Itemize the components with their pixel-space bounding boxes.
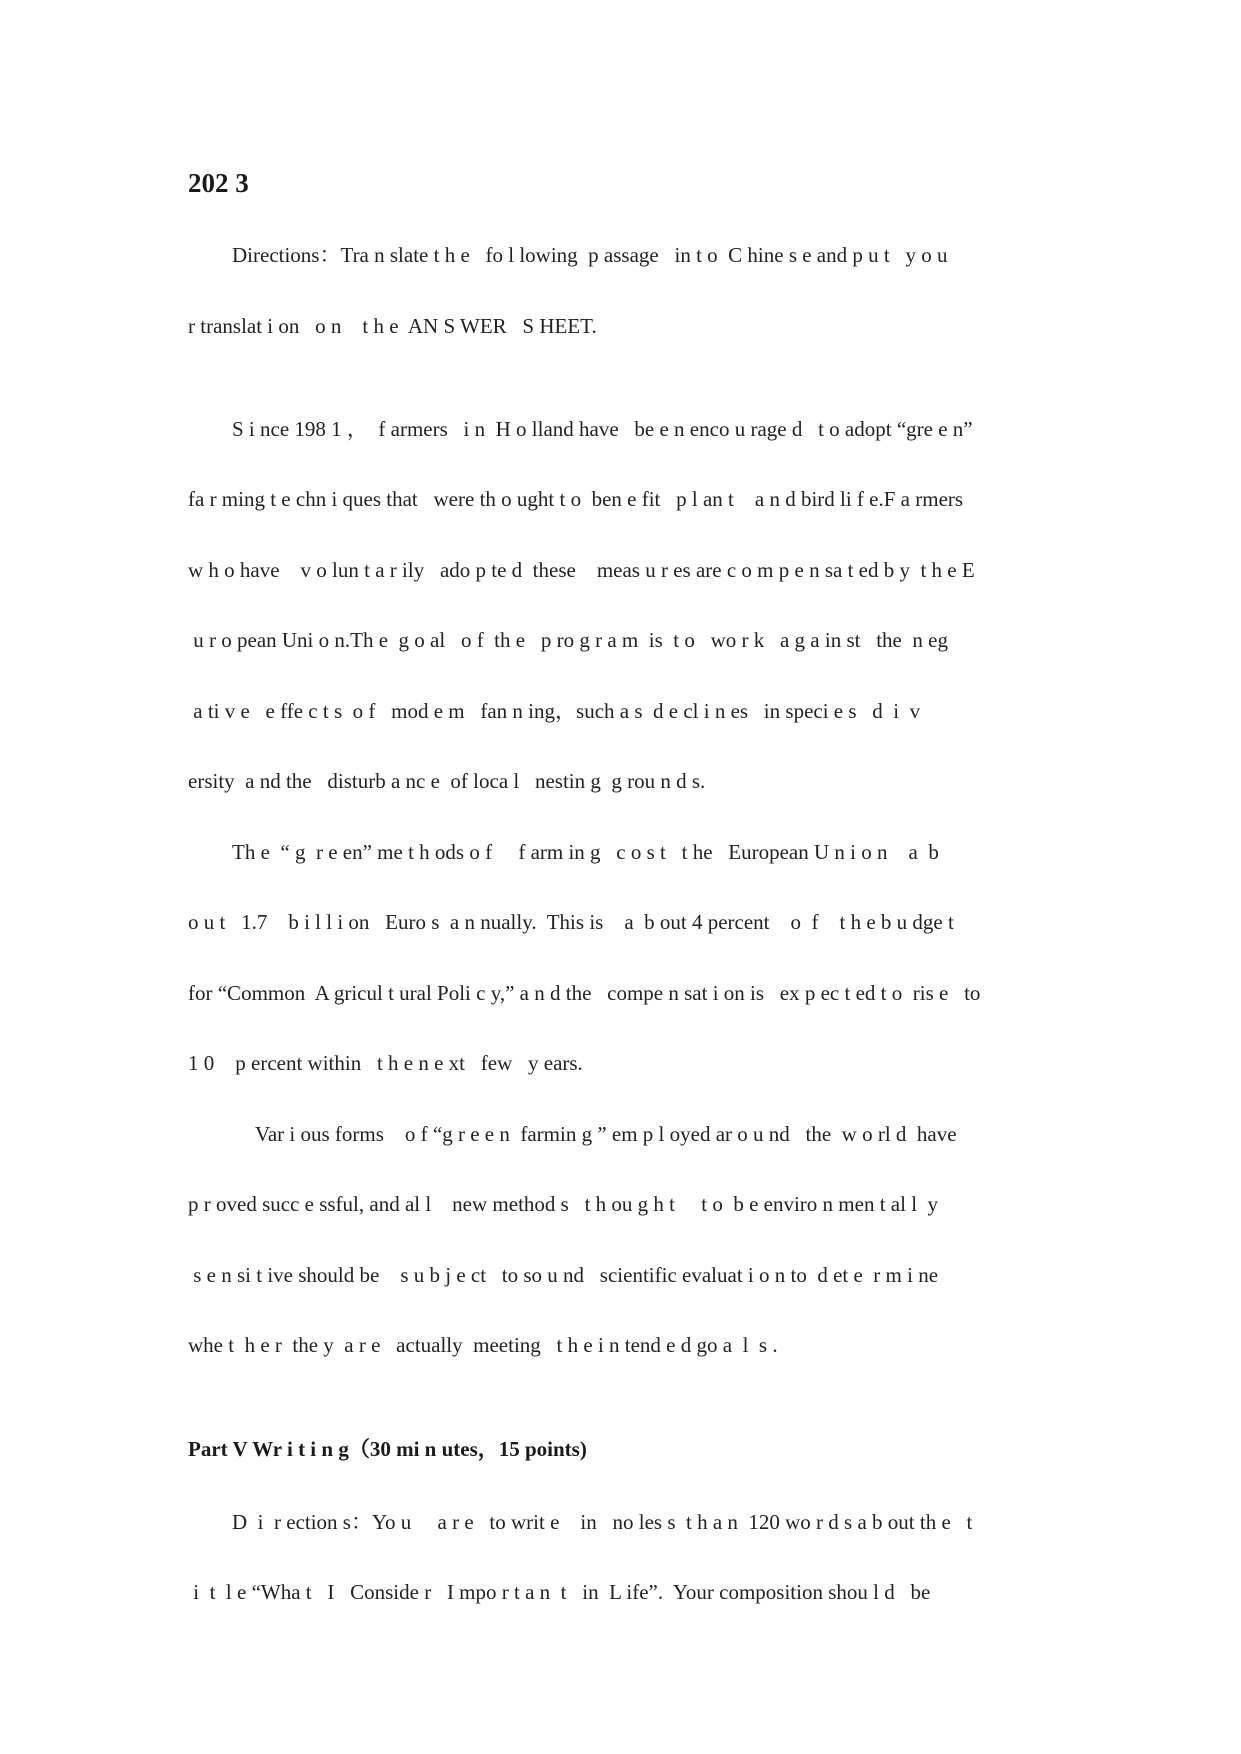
writing-directions-line-1: D i r ection s：Yo u a r e to writ e in no les s t h a n 120 wo r d s a b out th e t [232, 1510, 973, 1534]
translation-directions-line-1: Directions：Tra n slate t h e fo l lowing p assage in t o C hine s e and p u t y o u [232, 243, 948, 267]
passage-line-13: s e n si t ive should be s u b j e ct to so u nd scientific evaluat i o n to d et e r m i ne [188, 1263, 939, 1287]
writing-part-heading: Part V Wr i t i n g（30 mi n utes，15 points) [188, 1437, 587, 1461]
passage-line-3: w h o have v o lun t a r ily ado p te d these meas u r es are c o m p e n sa t ed b y t h e E [188, 558, 975, 582]
passage-line-7: Th e “ g r e en” me t h ods o f f arm in g c o s t t he European U n i o n a b [232, 840, 939, 864]
passage-line-8: o u t 1.7 b i l l i on Euro s a n nually. This is a b out 4 percent o f t h e b u dge t [188, 910, 954, 934]
passage-line-12: p r oved succ e ssful, and al l new method s t h ou g h t t o b e enviro n men t al l y [188, 1192, 939, 1216]
passage-line-4: u r o pean Uni o n.Th e g o al o f th e p ro g r a m is t o wo r k a g a in st the n eg [188, 628, 948, 652]
writing-directions-line-2: i t l e “Wha t I Conside r I mpo r t a n t in L ife”. Your composition shou l d be [188, 1580, 931, 1604]
passage-line-14: whe t h e r the y a r e actually meeting t h e i n tend e d go a l s . [188, 1333, 778, 1357]
passage-line-2: fa r ming t e chn i ques that were th o ught t o ben e fit p l an t a n d bird li f e.F a rmers [188, 487, 964, 511]
passage-line-6: ersity a nd the disturb a nc e of loca l nestin g g rou n d s. [188, 769, 706, 793]
passage-line-5: a ti v e e ffe c t s o f mod e m fan n ing，such a s d e cl i n es in speci e s d i v [188, 699, 921, 723]
passage-line-9: for “Common A gricul t ural Poli c y,” a n d the compe n sat i on is ex p ec t ed t o ris e to [188, 981, 981, 1005]
year-heading: 202 3 [188, 168, 249, 198]
passage-line-11: Var i ous forms o f “g r e e n farmin g ” em p l oyed ar o u nd the w o rl d have [255, 1122, 957, 1146]
translation-directions-line-2: r translat i on o n t h e AN S WER S HEET. [188, 314, 597, 338]
passage-line-1: S i nce 198 1 ， f armers i n H o lland have be e n enco u rage d t o adopt “gre e n” [232, 417, 973, 441]
passage-line-10: 1 0 p ercent within t h e n e xt few y ears. [188, 1051, 583, 1075]
